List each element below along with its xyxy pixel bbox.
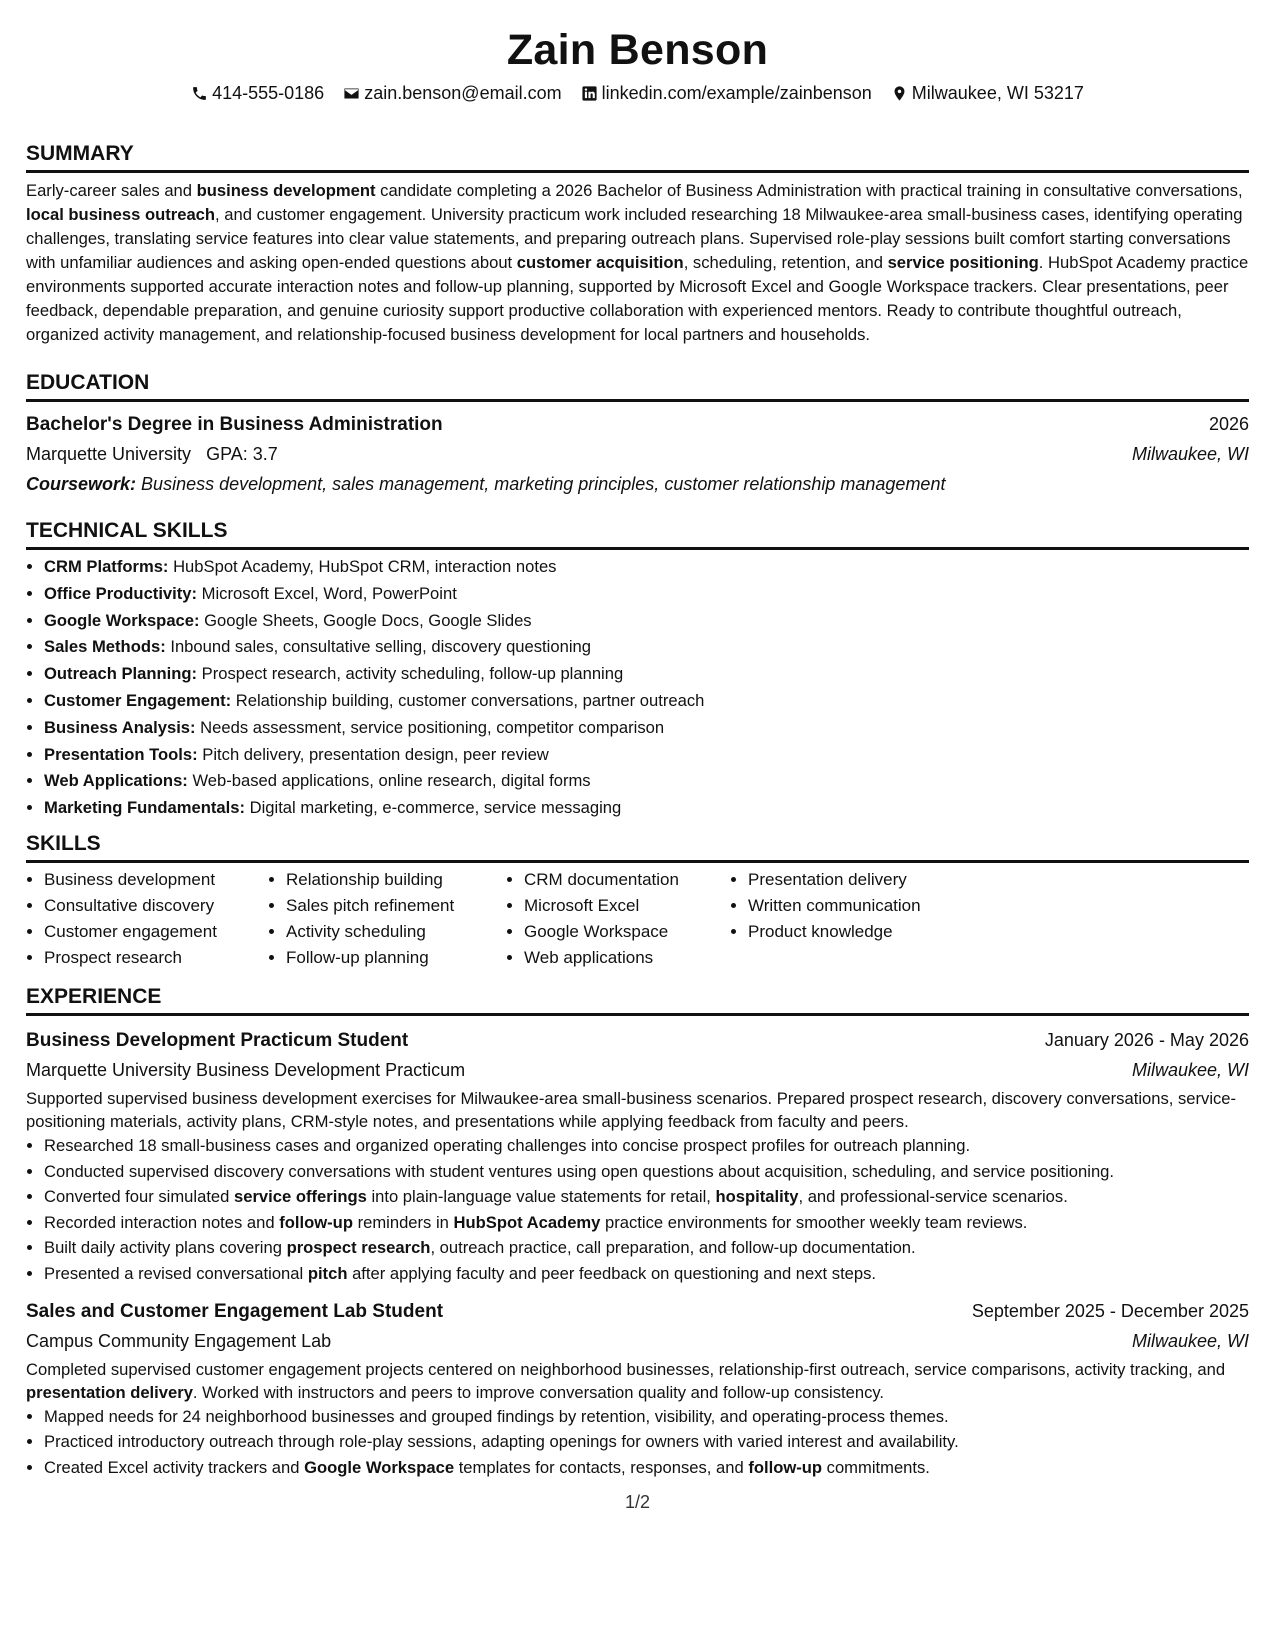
text-run: candidate completing a 2026 Bachelor of Business Administration with practical training in consultative conversations, xyxy=(375,181,1243,200)
skill-item: • Prospect research xyxy=(44,945,268,971)
job-title-row xyxy=(26,1026,1249,1055)
skill-item: • Product knowledge xyxy=(748,919,988,945)
job-organization: Marquette University Business Development Practicum xyxy=(26,1059,466,1080)
text-run: Early-career sales and xyxy=(26,181,197,200)
job-bullet xyxy=(44,1455,1249,1481)
text-run: , and professional-service scenarios. xyxy=(798,1187,1068,1207)
skills-column xyxy=(506,867,730,971)
degree-name: Bachelor's Degree in Business Administration xyxy=(26,414,443,435)
text-run: . Worked with instructors and peers to improve conversation quality and follow-up consistency. xyxy=(192,1382,885,1402)
text-run: Supported supervised business development exercises for Milwaukee-area small-business scenarios. Prepared prospect research, discovery conversations, service-positioning materials, activity plans, CRM-style notes, and presentations while applying feedback from faculty and peers. xyxy=(26,1088,1237,1131)
text-run: Practiced introductory outreach through role-play sessions, adapting openings for owners with varied interest and availability. xyxy=(44,1432,959,1452)
text-run: Completed supervised customer engagement projects centered on neighborhood businesses, relationship-first outreach, service comparisons, activity tracking, and xyxy=(26,1359,1226,1379)
job-title: Sales and Customer Engagement Lab Student xyxy=(26,1300,444,1322)
job-location: Milwaukee, WI xyxy=(1131,1059,1249,1080)
bold-text: service offerings xyxy=(234,1187,367,1207)
skill-item: • Business development xyxy=(44,867,268,893)
summary-heading: SUMMARY xyxy=(26,140,1249,173)
skill-category-values: HubSpot Academy, HubSpot CRM, interaction notes xyxy=(173,557,557,576)
linkedin-text: linkedin.com/example/zainbenson xyxy=(601,83,872,103)
contact-bar xyxy=(26,80,1249,106)
graduation-year: 2026 xyxy=(1208,414,1249,434)
skill-category-label: Outreach Planning: xyxy=(44,664,202,684)
text-run: after applying faculty and peer feedback on questioning and next steps. xyxy=(347,1263,877,1283)
technical-skill-item xyxy=(44,554,1249,581)
text-run: Mapped needs for 24 neighborhood businesses and grouped findings by retention, visibility, and operating-process themes. xyxy=(44,1406,949,1426)
skill-item: • CRM documentation xyxy=(524,867,730,893)
skill-category-values: Inbound sales, consultative selling, discovery questioning xyxy=(170,637,591,657)
skill-category-label: Presentation Tools: xyxy=(44,744,203,764)
text-run: commitments. xyxy=(822,1457,930,1477)
skill-category-label: Google Workspace: xyxy=(44,610,205,630)
bold-text: hospitality xyxy=(715,1187,799,1207)
skill-item: • Consultative discovery xyxy=(44,893,268,919)
candidate-name: Zain Benson xyxy=(506,26,769,74)
bold-text: prospect research xyxy=(286,1238,431,1258)
job-bullet xyxy=(44,1404,1249,1430)
coursework-text: Business development, sales management, marketing principles, customer relationship management xyxy=(141,474,946,494)
job-dates: September 2025 - December 2025 xyxy=(971,1300,1249,1321)
job-bullet xyxy=(44,1133,1249,1159)
text-run: Created Excel activity trackers and xyxy=(44,1457,305,1477)
experience-heading: EXPERIENCE xyxy=(26,983,1249,1016)
skills-column xyxy=(268,867,506,971)
skill-item: • Activity scheduling xyxy=(286,919,506,945)
skill-category-label: Web Applications: xyxy=(44,771,193,791)
skill-category-values: Microsoft Excel, Word, PowerPoint xyxy=(201,583,457,603)
technical-skill-item xyxy=(44,768,1249,795)
text-run: Researched 18 small-business cases and organized operating challenges into concise prospect profiles for outreach planning. xyxy=(44,1135,971,1155)
skill-category-values: Relationship building, customer conversations, partner outreach xyxy=(235,690,705,710)
bold-text: service positioning xyxy=(887,253,1039,272)
skill-item: • Sales pitch refinement xyxy=(286,893,506,919)
experience-entry xyxy=(26,1026,1249,1287)
experience-list xyxy=(26,1026,1249,1480)
skill-category-label: Marketing Fundamentals: xyxy=(44,798,250,818)
skill-category-label: Office Productivity: xyxy=(44,583,202,603)
skills-column xyxy=(26,867,268,971)
page-number: 1/2 xyxy=(624,1492,651,1512)
text-run: Conducted supervised discovery conversations with student ventures using open questions about acquisition, scheduling, and service positioning. xyxy=(44,1161,1115,1181)
skill-item: • Follow-up planning xyxy=(286,945,506,971)
text-run: Presented a revised conversational xyxy=(44,1263,308,1283)
text-run: , outreach practice, call preparation, and follow-up documentation. xyxy=(430,1238,916,1258)
contact-email[interactable] xyxy=(343,80,561,106)
job-bullets xyxy=(26,1133,1249,1287)
phone-text: 414-555-0186 xyxy=(212,83,325,103)
job-bullets xyxy=(26,1404,1249,1481)
job-organization: Campus Community Engagement Lab xyxy=(26,1330,332,1351)
email-text: zain.benson@email.com xyxy=(364,83,562,103)
technical-skill-item xyxy=(44,581,1249,608)
map-pin-icon xyxy=(891,85,908,102)
skill-category-label: CRM Platforms: xyxy=(44,557,174,576)
skill-item: • Written communication xyxy=(748,893,988,919)
skill-item: • Presentation delivery xyxy=(748,867,988,893)
job-bullet xyxy=(44,1210,1249,1236)
skill-category-label: Sales Methods: xyxy=(44,637,171,657)
technical-skills-list xyxy=(26,554,1249,822)
text-run: , and customer engagement. University practicum work included researching 18 Milwaukee-area small-business cases, identifying operating challenges, translating service features into clear value statements, and preparing outreach plans. Supervised role-play sessions built comfort starting conversations with unfamiliar audiences and asking open-ended questions about xyxy=(26,205,1243,272)
text-run: templates for contacts, responses, and xyxy=(454,1457,749,1477)
text-run: . HubSpot Academy practice environments supported accurate interaction notes and follow-up planning, supported by Microsoft Excel and Google Workspace trackers. Clear presentations, peer feedback, dependable preparation, and genuine curiosity support productive collaboration with experienced mentors. Ready to contribute thoughtful outreach, organized activity management, and relationship-focused business development for local partners and households. xyxy=(26,253,1249,344)
bold-text: presentation delivery xyxy=(26,1382,193,1402)
skill-item: • Relationship building xyxy=(286,867,506,893)
bold-text: follow-up xyxy=(748,1457,823,1477)
text-run: practice environments for smoother weekly team reviews. xyxy=(600,1212,1028,1232)
education-school-row xyxy=(26,439,1249,469)
job-location: Milwaukee, WI xyxy=(1131,1330,1249,1351)
skill-item: • Customer engagement xyxy=(44,919,268,945)
skill-category-values: Web-based applications, online research, digital forms xyxy=(192,771,591,791)
technical-skill-item xyxy=(44,715,1249,742)
bold-text: local business outreach xyxy=(26,205,216,224)
job-dates: January 2026 - May 2026 xyxy=(1044,1029,1249,1050)
bold-text: customer acquisition xyxy=(516,253,684,272)
education-heading: EDUCATION xyxy=(26,369,1249,402)
bold-text: business development xyxy=(196,181,376,200)
summary-paragraph xyxy=(26,179,1249,347)
technical-skill-item xyxy=(44,661,1249,688)
school-location: Milwaukee, WI xyxy=(1131,444,1249,464)
text-run: Recorded interaction notes and xyxy=(44,1212,280,1232)
resume-page xyxy=(26,0,1249,1480)
coursework-label: Coursework: xyxy=(26,474,137,494)
education-degree-row xyxy=(26,410,1249,439)
text-run: into plain-language value statements for retail, xyxy=(366,1187,716,1207)
coursework xyxy=(26,469,1249,499)
technical-skills-heading: TECHNICAL SKILLS xyxy=(26,517,1249,550)
technical-skill-item xyxy=(44,795,1249,822)
phone-icon xyxy=(191,85,208,102)
job-bullet xyxy=(44,1429,1249,1455)
bold-text: follow-up xyxy=(279,1212,353,1232)
bold-text: pitch xyxy=(307,1263,348,1283)
experience-entry xyxy=(26,1297,1249,1481)
bold-text: Google Workspace xyxy=(304,1457,455,1477)
skill-category-values: Prospect research, activity scheduling, follow-up planning xyxy=(201,664,624,684)
skill-category-values: Digital marketing, e-commerce, service messaging xyxy=(249,798,622,818)
technical-skill-item xyxy=(44,634,1249,661)
location-text: Milwaukee, WI 53217 xyxy=(911,83,1084,103)
envelope-icon xyxy=(343,85,360,102)
skill-item: • Microsoft Excel xyxy=(524,893,730,919)
skills-grid xyxy=(26,867,1249,971)
text-run: reminders in xyxy=(352,1212,454,1232)
job-summary xyxy=(26,1087,1249,1133)
skills-column xyxy=(730,867,988,971)
skill-category-values: Pitch delivery, presentation design, peer review xyxy=(202,744,549,764)
job-bullet xyxy=(44,1184,1249,1210)
school-name: Marquette University xyxy=(26,444,192,464)
job-org-row xyxy=(26,1055,1249,1085)
skill-category-label: Business Analysis: xyxy=(44,717,201,737)
job-title: Business Development Practicum Student xyxy=(26,1029,409,1051)
job-summary xyxy=(26,1358,1249,1404)
text-run: Built daily activity plans covering xyxy=(44,1238,287,1258)
contact-linkedin[interactable] xyxy=(581,80,872,106)
technical-skill-item xyxy=(44,688,1249,715)
bold-text: HubSpot Academy xyxy=(453,1212,601,1232)
skill-category-values: Needs assessment, service positioning, competitor comparison xyxy=(200,717,665,737)
technical-skill-item xyxy=(44,608,1249,635)
skill-category-label: Customer Engagement: xyxy=(44,690,236,710)
skill-category-values: Google Sheets, Google Docs, Google Slides xyxy=(204,610,532,630)
job-bullet xyxy=(44,1261,1249,1287)
contact-phone[interactable] xyxy=(191,80,324,106)
job-bullet xyxy=(44,1235,1249,1261)
contact-location xyxy=(891,80,1084,106)
technical-skill-item xyxy=(44,742,1249,769)
gpa: GPA: 3.7 xyxy=(206,444,278,464)
job-bullet xyxy=(44,1159,1249,1185)
skill-item: • Google Workspace xyxy=(524,919,730,945)
text-run: Converted four simulated xyxy=(44,1187,235,1207)
text-run: , scheduling, retention, and xyxy=(683,253,888,272)
skill-item: • Web applications xyxy=(524,945,730,971)
skills-heading: SKILLS xyxy=(26,830,1249,863)
job-org-row xyxy=(26,1326,1249,1356)
job-title-row xyxy=(26,1297,1249,1326)
linkedin-icon xyxy=(581,85,598,102)
